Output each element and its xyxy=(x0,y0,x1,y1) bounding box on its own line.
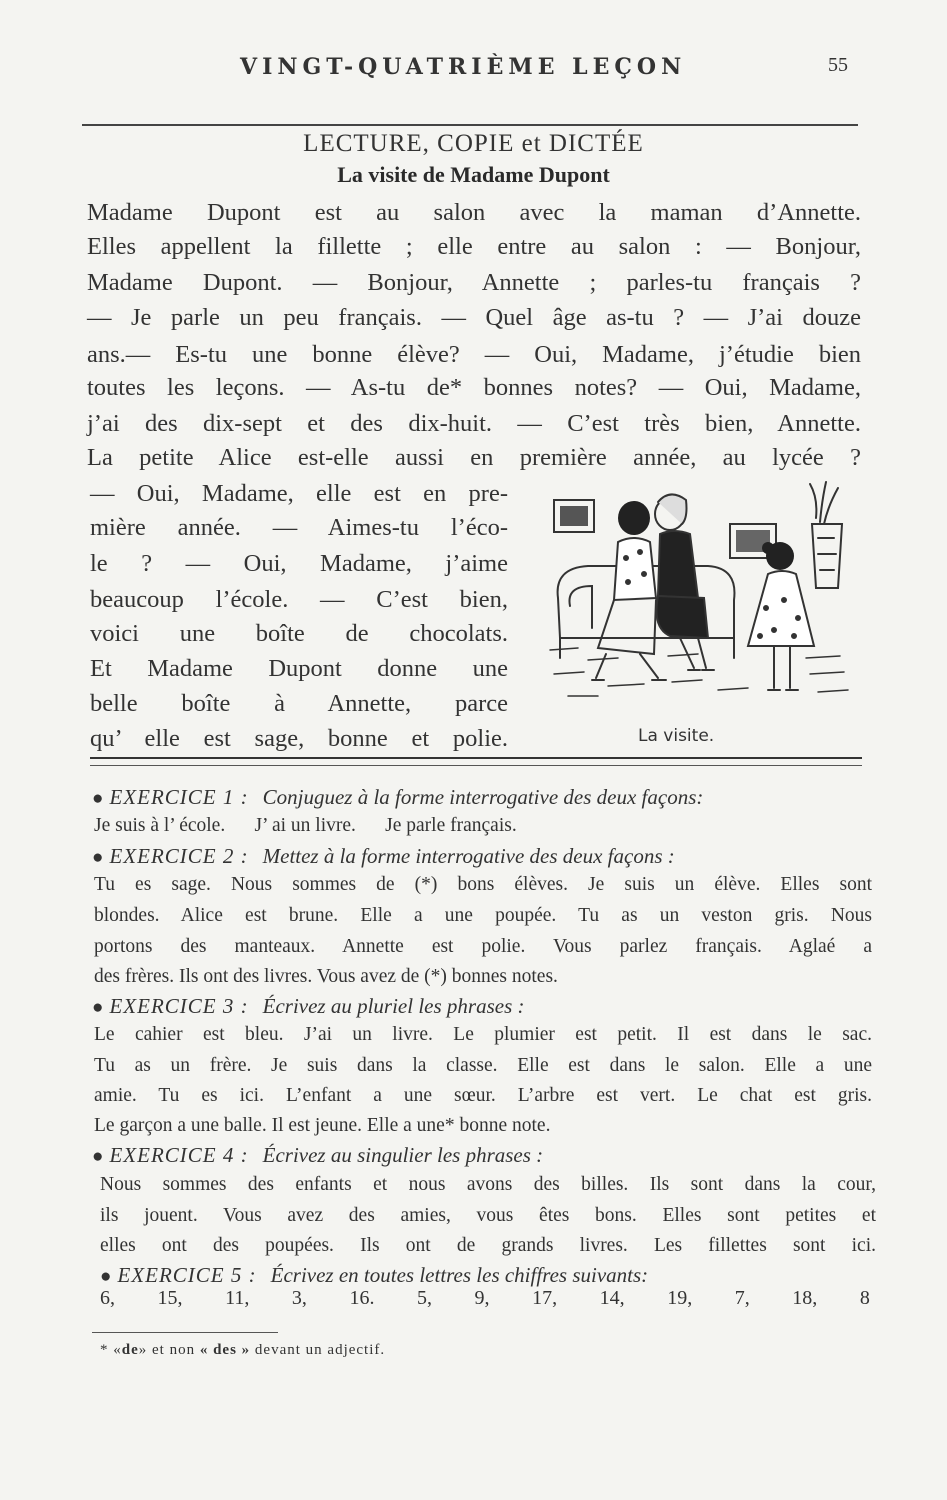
bullet-icon: ● xyxy=(92,1146,104,1167)
exercise-line: des frères. Ils ont des livres. Vous avez de (*) bonnes notes. xyxy=(94,966,558,987)
footnote xyxy=(100,1342,385,1359)
exercise-line: Je suis à l’ école. J’ ai un livre. Je parle français. xyxy=(94,815,517,836)
number-item: 18, xyxy=(792,1287,818,1309)
exercise-5-heading xyxy=(100,1262,880,1290)
bullet-icon: ● xyxy=(100,1266,112,1287)
section-divider xyxy=(90,757,862,759)
footnote-word-de: de xyxy=(121,1342,139,1358)
reading-line: belle boîte à Annette, parce xyxy=(90,690,508,717)
running-title: VINGT-QUATRIÈME LEÇON xyxy=(240,54,687,80)
number-item: 19, xyxy=(667,1287,693,1309)
footnote-rule xyxy=(92,1332,278,1333)
number-item: 8 xyxy=(859,1287,870,1309)
reading-line: Elles appellent la fillette ; elle entre au salon : — Bonjour, xyxy=(87,233,861,260)
exercise-3-heading xyxy=(92,993,872,1021)
exercise-instruction: Conjuguez à la forme interrogative des deux façons: xyxy=(262,785,704,809)
illustration-caption: La visite. xyxy=(638,726,715,746)
exercise-line: Le garçon a une balle. Il est jeune. Elle a une* bonne note. xyxy=(94,1115,551,1136)
exercise-instruction: Écrivez au singulier les phrases : xyxy=(262,1143,544,1167)
reading-line: Madame Dupont. — Bonjour, Annette ; parles-tu français ? xyxy=(87,269,861,296)
exercise-name: EXERCICE 4 : xyxy=(109,1143,249,1167)
reading-line: le ? — Oui, Madame, j’aime xyxy=(90,550,508,577)
exercise-2-heading xyxy=(92,843,872,871)
number-item: 5, xyxy=(417,1287,432,1309)
exercise-name: EXERCICE 2 : xyxy=(109,844,249,868)
exercise-instruction: Écrivez au pluriel les phrases : xyxy=(262,994,525,1018)
number-item: 11, xyxy=(225,1287,250,1309)
bullet-icon: ● xyxy=(92,847,104,868)
exercise-line: portons des manteaux. Annette est polie. Vous parlez français. Aglaé a xyxy=(94,936,872,957)
exercise-line: amie. Tu es ici. L’enfant a une sœur. L’arbre est vert. Le chat est gris. xyxy=(94,1085,872,1106)
reading-line: j’ai des dix-sept et des dix-huit. — C’est très bien, Annette. xyxy=(87,410,861,437)
exercise-line: Tu as un frère. Je suis dans la classe. Elle est dans le salon. Elle a une xyxy=(94,1055,872,1076)
number-item: 15, xyxy=(157,1287,183,1309)
number-item: 7, xyxy=(734,1287,750,1309)
number-item: 16. xyxy=(349,1287,375,1309)
exercise-line: Tu es sage. Nous sommes de (*) bons élèves. Je suis un élève. Elles sont xyxy=(94,874,872,895)
footnote-star: * xyxy=(100,1342,109,1358)
exercise-line: Nous sommes des enfants et nous avons des billes. Ils sont dans la cour, xyxy=(100,1174,876,1195)
exercise-name: EXERCICE 3 : xyxy=(109,994,249,1018)
reading-line: Et Madame Dupont donne une xyxy=(90,655,508,682)
exercise-line: blondes. Alice est brune. Elle a une poupée. Tu as un veston gris. Nous xyxy=(94,905,872,926)
section-divider-thin xyxy=(90,765,862,766)
reading-line: — Je parle un peu français. — Quel âge as-tu ? — J’ai douze xyxy=(87,304,861,331)
exercise-4-heading xyxy=(92,1142,872,1170)
reading-line: beaucoup l’école. — C’est bien, xyxy=(90,586,508,613)
footnote-open-quote: « xyxy=(113,1342,122,1358)
exercise-1-heading xyxy=(92,784,872,812)
reading-line: ans.— Es-tu une bonne élève? — Oui, Madame, j’étudie bien xyxy=(87,341,861,368)
reading-line: qu’ elle est sage, bonne et polie. xyxy=(90,725,508,752)
reading-line: Madame Dupont est au salon avec la maman d’Annette. xyxy=(87,199,861,226)
reading-line: — Oui, Madame, elle est en pre- xyxy=(90,480,508,507)
reading-line: voici une boîte de chocolats. xyxy=(90,620,508,647)
exercise-name: EXERCICE 5 : xyxy=(117,1263,257,1287)
number-item: 14, xyxy=(599,1287,625,1309)
bullet-icon: ● xyxy=(92,788,104,809)
exercise-name: EXERCICE 1 : xyxy=(109,785,249,809)
number-list xyxy=(100,1287,870,1310)
footnote-word-des: « des » xyxy=(199,1342,251,1358)
number-item: 6, xyxy=(100,1287,115,1309)
bullet-icon: ● xyxy=(92,997,104,1018)
exercise-line: ils jouent. Vous avez des amies, vous êtes bons. Elles sont petites et xyxy=(100,1205,876,1226)
exercise-instruction: Écrivez en toutes lettres les chiffres suivants: xyxy=(270,1263,649,1287)
reading-line: La petite Alice est-elle aussi en première année, au lycée ? xyxy=(87,444,861,471)
header-rule xyxy=(82,124,858,126)
visit-illustration xyxy=(548,478,850,710)
reading-line: mière année. — Aimes-tu l’éco- xyxy=(90,514,508,541)
number-item: 17, xyxy=(532,1287,558,1309)
footnote-close-quote: » xyxy=(138,1342,148,1358)
number-item: 3, xyxy=(291,1287,307,1309)
story-title: La visite de Madame Dupont xyxy=(337,162,610,187)
number-item: 9, xyxy=(474,1287,490,1309)
section-title: LECTURE, COPIE et DICTÉE xyxy=(303,130,644,157)
exercise-line: elles ont des poupées. Ils ont de grands livres. Les fillettes sont ici. xyxy=(100,1235,876,1256)
exercise-instruction: Mettez à la forme interrogative des deux façons : xyxy=(262,844,675,868)
reading-line: toutes les leçons. — As-tu de* bonnes notes? — Oui, Madame, xyxy=(87,374,861,401)
exercise-line: Le cahier est bleu. J’ai un livre. Le plumier est petit. Il est dans le sac. xyxy=(94,1024,872,1045)
footnote-end: devant un adjectif. xyxy=(254,1342,386,1358)
page-number: 55 xyxy=(828,54,848,76)
footnote-middle: et non xyxy=(152,1342,196,1358)
